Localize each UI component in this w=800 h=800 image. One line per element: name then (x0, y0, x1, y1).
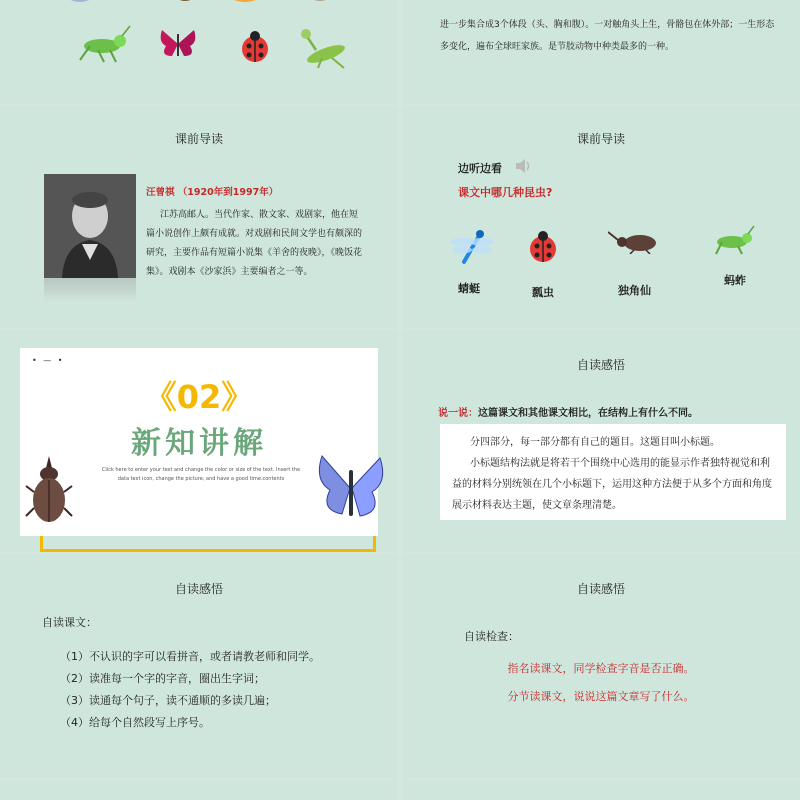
check-line-2: 分节读课文，说说这篇文章写了什么。 (507, 690, 695, 703)
grasshopper-icon (76, 24, 132, 64)
section-description: Click here to enter your text and change the color or size of the text. Insert the data text icon, change the picture, and have a good time.contents (101, 467, 301, 482)
slide-partial-bottom-left[interactable] (0, 780, 398, 800)
section-title: 新知讲解 (131, 426, 267, 461)
bug-label-beetle: 独角仙 (618, 284, 651, 297)
butterfly-icon (158, 26, 198, 62)
beetle-icon (24, 452, 74, 532)
list-item: （4）给每个自然段写上序号。 (60, 716, 210, 729)
author-bio: 江苏高邮人。当代作家、散文家、戏剧家，他在短篇小说创作上颇有成就。对戏剧和民间文学也有颇深的研究，主要作品有短篇小说集《羊舍的夜晚》，《晚饭花集》。戏剧本《沙家浜》主要编者之一等。 (146, 210, 363, 277)
grasshopper-icon (712, 224, 756, 256)
bug-label-ladybug: 瓢虫 (532, 286, 554, 299)
check-line-1: 指名读课文，同学检查字音是否正确。 (507, 662, 695, 675)
author-photo-reflection (44, 278, 136, 302)
slide-reading-check[interactable] (402, 554, 800, 778)
slide-title: 课前导读 (174, 132, 223, 146)
discussion-prompt (438, 404, 698, 419)
slide-title: 自读感悟 (576, 582, 625, 596)
ladybug-icon (238, 30, 272, 64)
slide-insect-question[interactable] (402, 106, 800, 328)
mantis-icon (296, 24, 352, 70)
answer-paragraph-2: 小标题结构法就是将若干个围绕中心选用的能显示作者独特视觉和利益的材料分别统领在几个小标题下，运用这种方法便于从多个方面和角度展示材料表达主题，使文章条理清楚。 (452, 458, 772, 511)
speaker-icon[interactable] (514, 158, 532, 174)
slide-author-intro[interactable] (0, 106, 398, 328)
slide-insects-top-left[interactable] (0, 0, 398, 104)
listen-label: 边听边看 (458, 162, 502, 175)
prompt-text: 这篇课文和其他课文相比，在结构上有什么不同。 (478, 408, 698, 419)
author-photo (44, 174, 136, 278)
question-text: 课文中哪几种昆虫? (458, 186, 553, 199)
insect-description-text: 进一步集合成3个体段（头、胸和腹）。一对触角头上生，骨骼包在体外部；一生形态多变化，遍布全球旺家族。是节肢动物中种类最多的一种。 (440, 20, 775, 52)
slide-title: 自读感悟 (174, 582, 223, 596)
butterfly-icon (316, 450, 386, 524)
slide-reading-steps[interactable] (0, 554, 398, 778)
list-item: （1）不认识的字可以看拼音，或者请教老师和同学。 (60, 650, 320, 663)
slide-title: 自读感悟 (576, 358, 625, 372)
decorative-dots: • — • (32, 356, 65, 365)
bug-label-grasshopper: 蚂蚱 (724, 274, 746, 287)
bug-label-dragonfly: 蜻蜓 (458, 282, 480, 295)
list-item: （2）读准每一个字的字音，圈出生字词； (60, 672, 265, 685)
author-name: 汪曾祺 （1920年到1997年） (146, 187, 279, 198)
prompt-label: 说一说： (438, 408, 478, 419)
slide-structure-discussion[interactable] (402, 330, 800, 552)
ladybug-icon (528, 230, 558, 264)
reading-label: 自读课文： (42, 616, 97, 629)
beetle-icon (608, 230, 662, 254)
section-number: 《02》 (144, 378, 254, 416)
reading-steps-list (60, 646, 320, 734)
slide-title: 课前导读 (576, 132, 625, 146)
cropped-insects-row (60, 0, 340, 10)
slide-partial-bottom-right[interactable] (402, 780, 800, 800)
answer-box (440, 424, 786, 520)
slide-insect-description[interactable] (402, 0, 800, 104)
check-label: 自读检查： (464, 630, 519, 643)
slide-section-divider[interactable] (0, 330, 398, 552)
answer-paragraph-1: 分四部分，每一部分都有自己的题目。这题目叫小标题。 (470, 437, 720, 448)
list-item: （3）读通每个句子，读不通顺的多读几遍； (60, 694, 276, 707)
dragonfly-icon (450, 228, 494, 268)
